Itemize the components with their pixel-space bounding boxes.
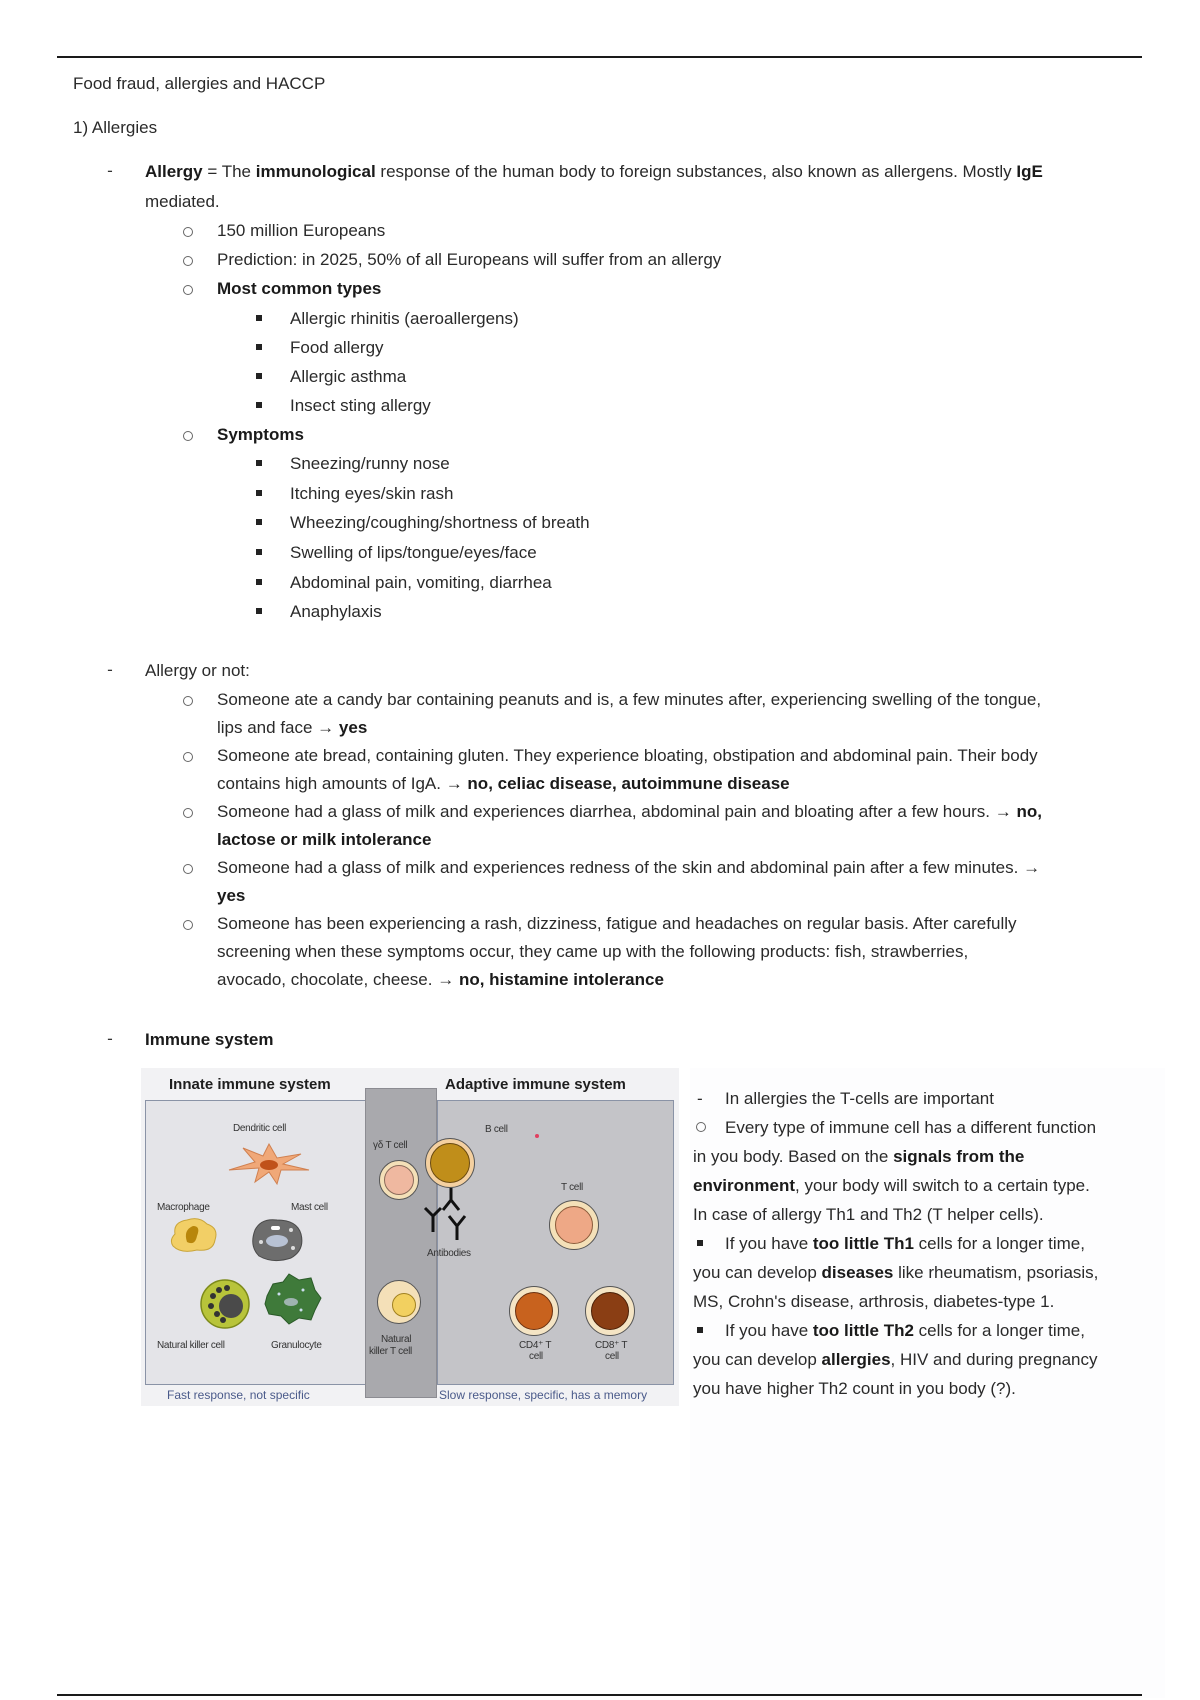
note-dash: - bbox=[697, 1089, 703, 1108]
dash-bullet: - bbox=[107, 161, 113, 180]
note-line bbox=[693, 1171, 1090, 1200]
cd8-label-1: CD8⁺ T bbox=[595, 1340, 628, 1351]
innate-title: Innate immune system bbox=[169, 1076, 331, 1093]
case-answer: no, histamine intolerance bbox=[458, 970, 664, 989]
cd4-label-1: CD4⁺ T bbox=[519, 1340, 552, 1351]
note-line: Every type of immune cell has a different function bbox=[725, 1118, 1097, 1137]
dash-bullet: - bbox=[107, 1029, 113, 1048]
bold-text: environment bbox=[693, 1176, 796, 1195]
cd8-label-2: cell bbox=[605, 1351, 619, 1362]
section-heading: 1) Allergies bbox=[73, 118, 158, 137]
text: , HIV and during pregnancy bbox=[890, 1350, 1098, 1369]
circle-bullet-icon bbox=[183, 752, 193, 762]
allergy-or-not-heading: Allergy or not: bbox=[145, 661, 250, 680]
immune-system-figure bbox=[141, 1068, 679, 1406]
note-line bbox=[693, 1258, 1098, 1287]
mast-cell-icon bbox=[247, 1216, 305, 1264]
allergy-definition-cont: mediated. bbox=[145, 192, 220, 211]
b-cell-label: B cell bbox=[485, 1124, 508, 1135]
macrophage-label: Macrophage bbox=[157, 1202, 210, 1213]
adaptive-title: Adaptive immune system bbox=[445, 1076, 626, 1093]
mast-cell-label: Mast cell bbox=[291, 1202, 328, 1213]
case-answer: yes bbox=[338, 718, 368, 737]
natural-killer-cell-icon bbox=[199, 1278, 251, 1330]
case-text bbox=[217, 801, 1042, 823]
symptom-item: Wheezing/coughing/shortness of breath bbox=[290, 513, 590, 532]
symptom-item: Sneezing/runny nose bbox=[290, 454, 450, 473]
square-bullet-icon bbox=[256, 344, 262, 350]
note-line: In allergies the T-cells are important bbox=[725, 1089, 994, 1108]
case-answer: → no, celiac disease, autoimmune disease bbox=[445, 774, 790, 793]
note-line bbox=[725, 1229, 1085, 1258]
case-answer: lactose or milk intolerance bbox=[217, 830, 432, 849]
common-types-heading: Most common types bbox=[217, 279, 382, 298]
text: Someone had a glass of milk and experiences diarrhea, abdominal pain and bloating after a few hours. bbox=[217, 802, 995, 821]
circle-bullet-icon bbox=[183, 431, 193, 441]
square-bullet-icon bbox=[697, 1240, 703, 1246]
text: cells for a longer time, bbox=[913, 1321, 1085, 1340]
dendritic-label: Dendritic cell bbox=[233, 1123, 287, 1134]
antibodies-label: Antibodies bbox=[427, 1248, 471, 1259]
pointer-dot bbox=[535, 1134, 539, 1138]
case-text: Someone had a glass of milk and experiences redness of the skin and abdominal pain after a few minutes. → bbox=[217, 858, 1041, 877]
type-item: Allergic asthma bbox=[290, 367, 407, 386]
note-line: MS, Crohn's disease, arthrosis, diabetes-type 1. bbox=[693, 1292, 1055, 1311]
cd4-label-2: cell bbox=[529, 1351, 543, 1362]
text: in you body. Based on the bbox=[693, 1147, 894, 1166]
case-text bbox=[217, 717, 367, 739]
term-ige: IgE bbox=[1016, 162, 1043, 181]
symptom-item: Anaphylaxis bbox=[290, 602, 382, 621]
symptoms-heading: Symptoms bbox=[217, 425, 304, 444]
circle-bullet-icon bbox=[183, 920, 193, 930]
note-line: you have higher Th2 count in you body (?). bbox=[693, 1379, 1016, 1398]
bold-text: signals from the bbox=[893, 1147, 1025, 1166]
text: lips and face → bbox=[217, 718, 339, 737]
square-bullet-icon bbox=[256, 579, 262, 585]
square-bullet-icon bbox=[256, 402, 262, 408]
text: response of the human body to foreign substances, also known as allergens. Mostly bbox=[375, 162, 1017, 181]
square-bullet-icon bbox=[256, 519, 262, 525]
bold-text: too little Th1 bbox=[812, 1234, 914, 1253]
text: like rheumatism, psoriasis, bbox=[893, 1263, 1099, 1282]
square-bullet-icon bbox=[256, 460, 262, 466]
square-bullet-icon bbox=[256, 490, 262, 496]
type-item: Allergic rhinitis (aeroallergens) bbox=[290, 309, 519, 328]
nkt-cell-icon bbox=[377, 1280, 421, 1324]
case-text bbox=[217, 969, 664, 991]
type-item: Food allergy bbox=[290, 338, 384, 357]
circle-bullet-icon bbox=[183, 808, 193, 818]
antibodies-icon bbox=[417, 1186, 481, 1246]
dendritic-cell-icon bbox=[219, 1136, 319, 1188]
term-allergy: Allergy bbox=[145, 162, 203, 181]
text: If you have bbox=[725, 1321, 813, 1340]
document-title: Food fraud, allergies and HACCP bbox=[73, 74, 326, 93]
case-text bbox=[217, 773, 790, 795]
symptom-item: Swelling of lips/tongue/eyes/face bbox=[290, 543, 537, 562]
bold-text: diseases bbox=[821, 1263, 894, 1282]
cd4-t-cell-icon bbox=[509, 1286, 559, 1336]
case-answer: → no, bbox=[994, 802, 1042, 821]
square-bullet-icon bbox=[256, 608, 262, 614]
symptom-item: Itching eyes/skin rash bbox=[290, 484, 454, 503]
nkt-label-1: Natural bbox=[381, 1334, 412, 1345]
adaptive-caption: Slow response, specific, has a memory bbox=[439, 1388, 648, 1402]
t-cell-icon bbox=[549, 1200, 599, 1250]
bold-text: allergies bbox=[821, 1350, 891, 1369]
case-text: Someone has been experiencing a rash, dizziness, fatigue and headaches on regular basis. After carefully bbox=[217, 914, 1017, 933]
header-rule bbox=[57, 56, 1142, 58]
text: you can develop bbox=[693, 1350, 822, 1369]
case-text: Someone ate a candy bar containing peanuts and is, a few minutes after, experiencing swelling of the tongue, bbox=[217, 690, 1042, 709]
granulocyte-label: Granulocyte bbox=[271, 1340, 322, 1351]
type-item: Insect sting allergy bbox=[290, 396, 431, 415]
fact-item: 150 million Europeans bbox=[217, 221, 386, 240]
term-immunological: immunological bbox=[255, 162, 376, 181]
case-answer: yes bbox=[217, 886, 246, 905]
text: avocado, chocolate, cheese. → bbox=[217, 970, 459, 989]
note-line bbox=[693, 1345, 1098, 1374]
text: , your body will switch to a certain type. bbox=[795, 1176, 1090, 1195]
symptom-item: Abdominal pain, vomiting, diarrhea bbox=[290, 573, 552, 592]
text: If you have bbox=[725, 1234, 813, 1253]
case-text: screening when these symptoms occur, they came up with the following products: fish, strawberries, bbox=[217, 942, 969, 961]
cd8-t-cell-icon bbox=[585, 1286, 635, 1336]
immune-system-heading: Immune system bbox=[145, 1030, 274, 1049]
fact-item: Prediction: in 2025, 50% of all Europeans will suffer from an allergy bbox=[217, 250, 722, 269]
text: you can develop bbox=[693, 1263, 822, 1282]
circle-bullet-icon bbox=[183, 864, 193, 874]
granulocyte-icon bbox=[261, 1272, 323, 1326]
square-bullet-icon bbox=[256, 373, 262, 379]
macrophage-icon bbox=[167, 1216, 221, 1256]
square-bullet-icon bbox=[256, 549, 262, 555]
b-cell-icon bbox=[425, 1138, 475, 1188]
gd-t-cell-icon bbox=[379, 1160, 419, 1200]
text: = The bbox=[202, 162, 256, 181]
case-text: Someone ate bread, containing gluten. They experience bloating, obstipation and abdominal pain. Their body bbox=[217, 746, 1038, 765]
text: cells for a longer time, bbox=[913, 1234, 1085, 1253]
square-bullet-icon bbox=[697, 1327, 703, 1333]
circle-bullet-icon bbox=[183, 227, 193, 237]
gd-t-cell-label: γδ T cell bbox=[373, 1140, 408, 1151]
t-cell-label: T cell bbox=[561, 1182, 583, 1193]
note-line bbox=[693, 1142, 1024, 1171]
square-bullet-icon bbox=[256, 315, 262, 321]
nkt-label-2: killer T cell bbox=[369, 1346, 412, 1357]
allergy-definition bbox=[145, 161, 1043, 183]
innate-caption: Fast response, not specific bbox=[167, 1388, 310, 1402]
circle-bullet-icon bbox=[183, 696, 193, 706]
text: contains high amounts of IgA. bbox=[217, 774, 446, 793]
circle-bullet-icon bbox=[183, 256, 193, 266]
note-line bbox=[725, 1316, 1085, 1345]
circle-bullet-icon bbox=[183, 285, 193, 295]
circle-bullet-icon bbox=[696, 1122, 706, 1132]
bold-text: too little Th2 bbox=[812, 1321, 914, 1340]
footer-rule bbox=[57, 1694, 1142, 1696]
nk-cell-label: Natural killer cell bbox=[157, 1340, 225, 1351]
dash-bullet: - bbox=[107, 660, 113, 679]
note-line: In case of allergy Th1 and Th2 (T helper cells). bbox=[693, 1205, 1044, 1224]
